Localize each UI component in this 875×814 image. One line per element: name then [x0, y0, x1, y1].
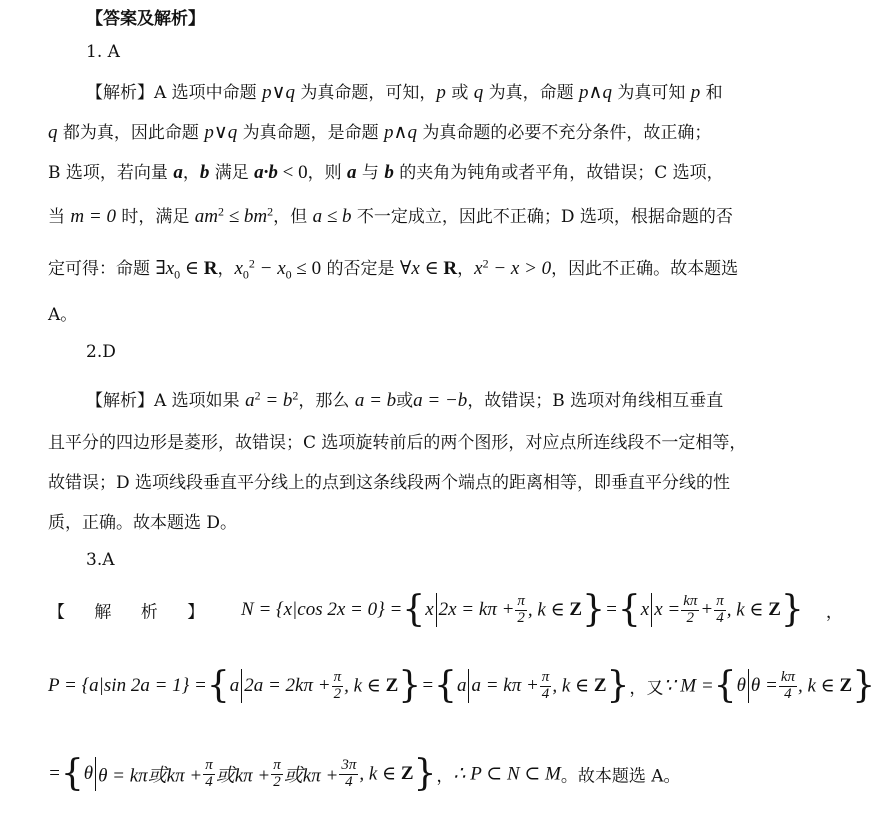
numerator: π — [541, 668, 550, 685]
q3-set-N — [48, 589, 843, 638]
numerator: 3π — [341, 756, 357, 773]
text: A 选项中命题 — [154, 83, 263, 103]
set-Z: Z — [569, 599, 583, 620]
subscript: 0 — [174, 267, 181, 282]
math: , k ∈ — [726, 599, 769, 621]
math: θ = — [750, 675, 778, 696]
math: θ = kπ或kπ + — [98, 765, 203, 787]
text: 不一定成立，因此不正确；D 选项，根据命题的否 — [351, 207, 733, 227]
math: a — [229, 675, 240, 696]
math: p∧q — [384, 122, 417, 143]
fraction — [271, 758, 283, 791]
set-Z: Z — [385, 675, 399, 696]
numerator: kπ — [780, 668, 795, 685]
numerator: kπ — [683, 592, 698, 609]
vector-b: b — [199, 162, 210, 183]
analysis-tag: 【解析】 — [86, 83, 154, 103]
text: 为真可知 — [611, 83, 691, 103]
exponent: 2 — [248, 256, 255, 271]
math: x — [474, 258, 483, 279]
math: = b — [260, 390, 293, 411]
math: p — [436, 82, 446, 103]
divider — [95, 757, 96, 791]
math: a = b — [354, 390, 397, 411]
text: 当 — [48, 207, 71, 227]
text: 。故本题选 A。 — [560, 766, 681, 787]
denominator: 2 — [517, 609, 525, 626]
brace-open: { — [434, 665, 457, 706]
math: a — [245, 390, 255, 411]
divider — [241, 669, 242, 703]
q2-para-line2: 且平分的四边形是菱形，故错误；C 选项旋转前后的两个图形，对应点所连线段不一定相等， — [48, 433, 747, 453]
set-Z: Z — [768, 599, 781, 620]
denominator: 2 — [333, 685, 342, 702]
math: θ — [736, 675, 746, 696]
conclusion: ∴ P ⊂ N ⊂ M — [453, 763, 561, 785]
math: , k ∈ — [344, 675, 386, 697]
math: p∨q — [262, 82, 296, 103]
denominator: 4 — [205, 773, 213, 790]
fraction — [332, 670, 344, 703]
vector-a: a — [173, 162, 183, 183]
exponent: 2 — [292, 388, 299, 403]
divider — [468, 669, 469, 703]
math: q — [48, 122, 58, 143]
brace-open: { — [402, 589, 426, 630]
math: + — [700, 599, 714, 620]
math: a ≤ b — [312, 206, 352, 227]
text: 定可得：命题 — [48, 259, 156, 279]
math: 或kπ + — [215, 765, 271, 787]
fraction — [779, 670, 797, 703]
brace-close: } — [606, 665, 630, 706]
fraction — [540, 670, 552, 703]
divider — [651, 593, 652, 627]
exponent: 2 — [267, 204, 274, 219]
vector-b: b — [384, 162, 394, 183]
q1-para-line5 — [48, 254, 738, 282]
math: , k ∈ — [552, 675, 594, 697]
set-R: R — [203, 258, 218, 279]
text: 为真命题，可知， — [295, 83, 437, 103]
math: N = {x|cos 2x = 0} = — [241, 599, 403, 620]
numerator: π — [273, 756, 281, 773]
text: 都为真，因此命题 — [57, 123, 205, 143]
analysis-tag: 【解析】 — [86, 391, 154, 411]
subscript: 0 — [285, 267, 292, 282]
brace-close: } — [582, 589, 606, 630]
math: ∀x ∈ — [399, 258, 444, 279]
numerator: π — [716, 592, 724, 609]
text: 为真命题的必要不充分条件，故正确； — [416, 123, 712, 143]
text: ，则 — [307, 163, 347, 183]
text: ， — [182, 163, 200, 183]
math: a = kπ + — [471, 675, 539, 696]
vector-a: a — [347, 162, 357, 183]
math: θ — [83, 763, 94, 784]
text: 或 — [445, 83, 474, 103]
math: 或kπ + — [283, 765, 339, 787]
math: x — [425, 599, 434, 620]
denominator: 4 — [784, 685, 792, 702]
math: p∨q — [204, 122, 238, 143]
text: ，因此不正确。故本题选 — [551, 259, 739, 279]
denominator: 4 — [541, 685, 550, 702]
exponent: 2 — [482, 256, 489, 271]
q2-para-line3: 故错误；D 选项线段垂直平分线上的点到这条线段两个端点的距离相等，即垂直平分线的性 — [48, 473, 731, 493]
q1-para-line2 — [48, 118, 711, 144]
brace-open: { — [60, 753, 84, 794]
text: ，又 — [629, 678, 664, 699]
fraction — [203, 758, 215, 791]
text: B 选项，若向量 — [48, 163, 174, 183]
text: 或 — [396, 391, 414, 411]
math: a = −b — [413, 390, 468, 411]
analysis-tag: 【 解 析 】 — [48, 602, 217, 623]
math: p∧q — [579, 82, 612, 103]
math: x — [640, 599, 650, 620]
fraction — [681, 594, 699, 627]
text: 与 — [356, 163, 385, 183]
text: ，故错误；B 选项对角线相互垂直 — [467, 391, 724, 411]
math: , k ∈ — [527, 599, 570, 621]
denominator: 2 — [686, 609, 695, 626]
brace-open: { — [206, 665, 230, 706]
brace-close: } — [780, 589, 804, 630]
text: ，那么 — [298, 391, 355, 411]
answer-header: 【答案及解析】 — [86, 9, 205, 29]
text: ， — [217, 259, 235, 279]
q3-set-P — [48, 665, 875, 714]
math: , k ∈ — [798, 675, 840, 697]
q3-set-M — [48, 753, 681, 802]
q1-answer: 1. A — [86, 42, 120, 62]
math: x = — [654, 599, 681, 620]
text: ， — [457, 259, 475, 279]
math: ≤ 0 — [291, 258, 322, 279]
math: a·b — [254, 162, 278, 183]
divider — [748, 669, 749, 703]
denominator: 4 — [716, 609, 724, 626]
text: ， — [436, 766, 454, 787]
brace-close: } — [413, 753, 437, 794]
text: A 选项如果 — [154, 391, 246, 411]
math: P = {a|sin 2a = 1} = — [48, 675, 207, 696]
math: ≤ bm — [224, 206, 268, 227]
exponent: 2 — [218, 204, 224, 219]
numerator: π — [333, 668, 342, 685]
math: ∈ — [180, 258, 204, 279]
fraction — [515, 594, 527, 627]
q1-para-line1 — [86, 78, 723, 104]
divider — [436, 593, 437, 627]
q2-answer: 2.D — [86, 342, 116, 362]
fraction — [339, 758, 358, 791]
q1-para-line6: A。 — [48, 305, 78, 325]
text: ，但 — [273, 207, 313, 227]
text: ， — [825, 602, 843, 623]
set-Z: Z — [839, 675, 853, 696]
q3-answer: 3.A — [86, 550, 115, 570]
subscript: 0 — [242, 267, 249, 282]
math: m = 0 — [70, 206, 116, 227]
math: q — [473, 82, 484, 103]
fraction — [714, 594, 726, 627]
denominator: 4 — [345, 773, 353, 790]
set-R: R — [443, 258, 458, 279]
exponent: 2 — [254, 388, 261, 403]
math: ∃x — [155, 258, 175, 279]
text: 和 — [700, 83, 723, 103]
math: p — [690, 82, 701, 103]
math: = — [48, 763, 61, 784]
text: 满足 — [209, 163, 255, 183]
math: − x — [254, 258, 286, 279]
text: 的否定是 — [321, 259, 400, 279]
text: 为真，命题 — [483, 83, 580, 103]
numerator: π — [205, 756, 213, 773]
math: a — [456, 675, 467, 696]
text: 为真命题，是命题 — [237, 123, 385, 143]
math: 2x = kπ + — [438, 599, 515, 620]
text: 的夹角为钝角或者平角，故错误；C 选项， — [393, 163, 724, 183]
math: am — [194, 206, 218, 227]
math: = — [421, 675, 435, 696]
math: = — [605, 599, 618, 620]
math: − x > 0 — [488, 258, 552, 279]
math: < 0 — [277, 162, 308, 183]
brace-close: } — [398, 665, 422, 706]
denominator: 2 — [273, 773, 281, 790]
text: 时，满足 — [115, 207, 195, 227]
q2-para-line4: 质，正确。故本题选 D。 — [48, 513, 238, 533]
q2-para-line1 — [86, 386, 723, 412]
math: ∵ M = — [663, 675, 714, 697]
math: , k ∈ — [359, 763, 401, 785]
set-Z: Z — [593, 675, 607, 696]
brace-close: } — [852, 665, 875, 706]
set-Z: Z — [400, 763, 414, 784]
q1-para-line4 — [48, 202, 733, 228]
numerator: π — [517, 592, 525, 609]
math: 2a = 2kπ + — [244, 675, 331, 696]
q1-para-line3 — [48, 158, 724, 184]
brace-open: { — [617, 589, 641, 630]
math: x — [234, 258, 243, 279]
brace-open: { — [713, 665, 737, 706]
